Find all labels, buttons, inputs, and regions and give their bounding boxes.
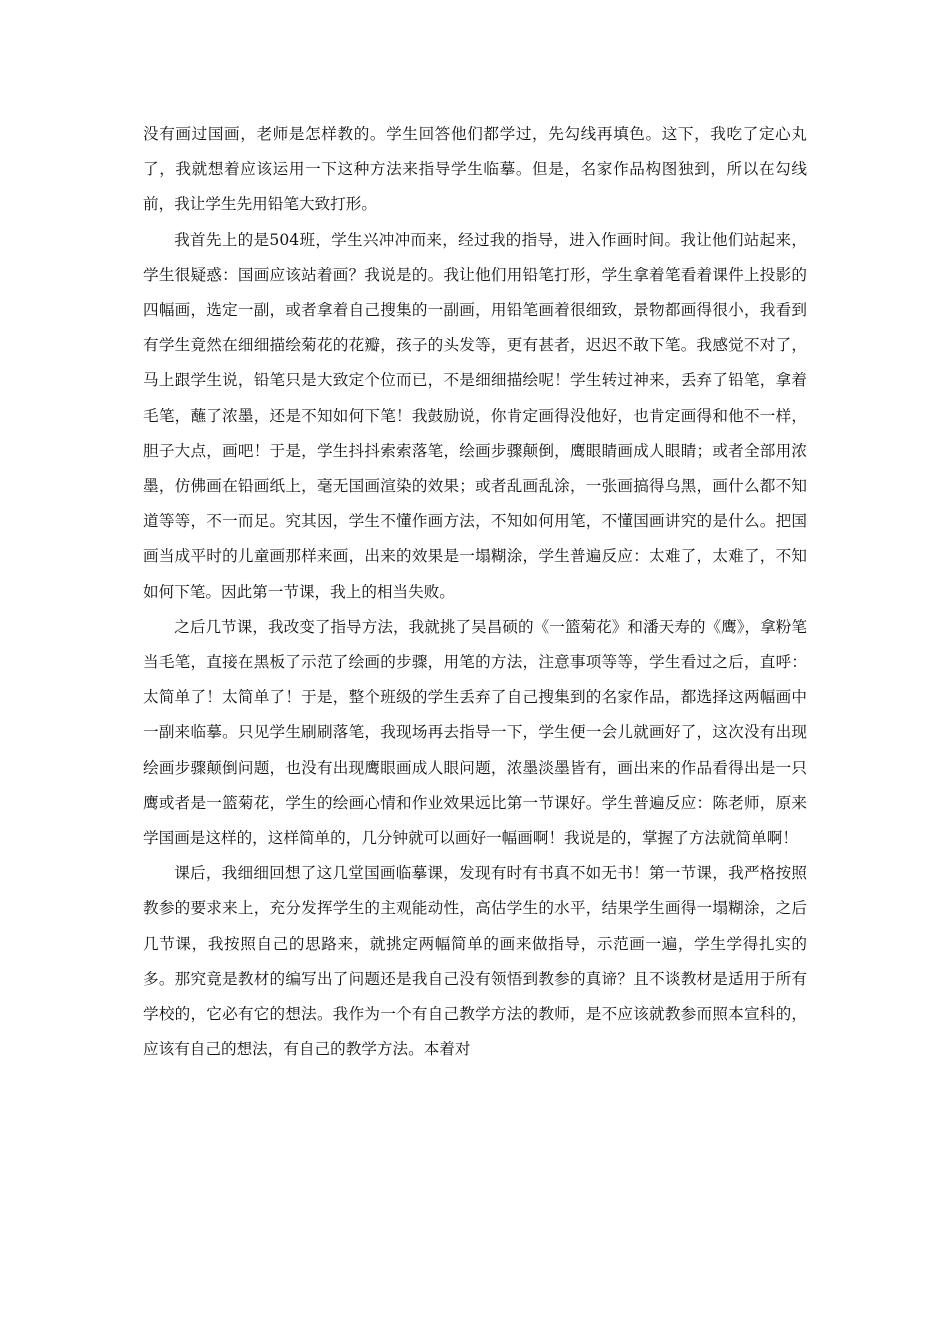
paragraph: 课后，我细细回想了这几堂国画临摹课，发现有时有书真不如无书！第一节课，我严格按照教参的要求来上，充分发挥学生的主观能动性，高估学生的水平，结果学生画得一塌糊涂，之后几节课，我按照自己的思路来，就挑定两幅简单的画来做指导，示范画一遍，学生学得扎实的多。那究竟是教材的编写出了问题还是我自己没有领悟到教参的真谛？且不谈教材是适用于所有学校的，它必有它的想法。我作为一个有自己教学方法的教师，是不应该就教参而照本宣科的，应该有自己的想法，有自己的教学方法。本着对 — [143, 864, 807, 1059]
paragraph-continued: 没有画过国画，老师是怎样教的。学生回答他们都学过，先勾线再填色。这下，我吃了定心丸了，我就想着应该运用一下这种方法来指导学生临摹。但是，名家作品构图独到，所以在勾线前，我让学生先用铅笔大致打形。 — [143, 125, 807, 214]
paragraph: 之后几节课，我改变了指导方法，我就挑了吴昌硕的《一篮菊花》和潘天寿的《鹰》，拿粉笔当毛笔，直接在黑板了示范了绘画的步骤，用笔的方法，注意事项等等，学生看过之后，直呼：太简单了！太简单了！于是，整个班级的学生丢弃了自己搜集到的名家作品，都选择这两幅画中一副来临摹。只见学生刷刷落笔，我现场再去指导一下，学生便一会儿就画好了，这次没有出现绘画步骤颠倒问题，也没有出现鹰眼画成人眼问题，浓墨淡墨皆有，画出来的作品看得出是一只鹰或者是一篮菊花，学生的绘画心情和作业效果远比第一节课好。学生普遍反应：陈老师，原来学国画是这样的，这样简单的，几分钟就可以画好一幅画啊！我说是的，掌握了方法就简单啊！ — [143, 617, 807, 848]
paragraph: 我首先上的是504班，学生兴冲冲而来，经过我的指导，进入作画时间。我让他们站起来，学生很疑惑：国画应该站着画？我说是的。我让他们用铅笔打形，学生拿着笔看着课件上投影的四幅画，选定一副，或者拿着自己搜集的一副画，用铅笔画着很细致，景物都画得很小，我看到有学生竟然在细细描绘菊花的花瓣，孩子的头发等，更有甚者，迟迟不敢下笔。我感觉不对了，马上跟学生说，铅笔只是大致定个位而已，不是细细描绘呢！学生转过神来，丢弃了铅笔，拿着毛笔，蘸了浓墨，还是不知如何下笔！我鼓励说，你肯定画得没他好，也肯定画得和他不一样，胆子大点，画吧！于是，学生抖抖索索落笔，绘画步骤颠倒，鹰眼睛画成人眼睛；或者全部用浓墨，仿佛画在铅画纸上，毫无国画渲染的效果；或者乱画乱涂，一张画搞得乌黑，画什么都不知道等等，不一而足。究其因，学生不懂作画方法，不知如何用笔，不懂国画讲究的是什么。把国画当成平时的儿童画那样来画，出来的效果是一塌糊涂，学生普遍反应：太难了，太难了，不知如何下笔。因此第一节课，我上的相当失败。 — [143, 230, 807, 601]
document-body — [143, 117, 807, 1067]
